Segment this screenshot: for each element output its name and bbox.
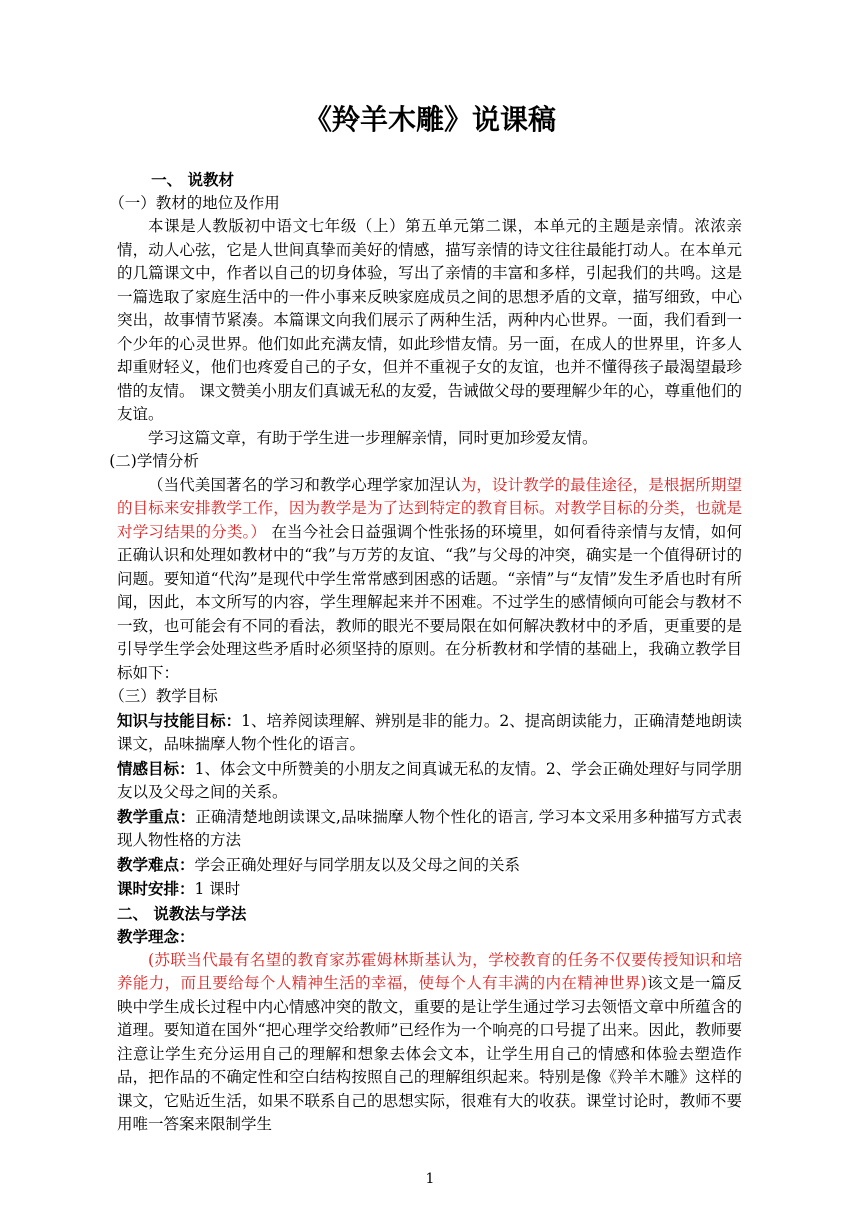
class-hours-label: 课时安排： (117, 879, 195, 898)
difficult-point (117, 853, 742, 878)
difficult-point-label: 教学难点： (117, 854, 195, 874)
goal-emotion-text: 1、体会文中所赞美的小朋友之间真诚无私的友情。2、学会正确处理好与同学朋友以及父母之间的关系。 (117, 759, 742, 801)
paragraph-learner-analysis (117, 474, 742, 686)
key-point-label: 教学重点： (117, 806, 196, 826)
highlighted-quote-2: (苏联当代最有名望的教育家苏霍姆林斯基认为，学校教育的任务不仅要传授知识和培养能力，而且要给每个人精神生活的幸福，使每个人有丰满的内在精神世界) (117, 950, 742, 992)
subheading-position: （一）教材的地位及作用 (109, 193, 280, 212)
section-heading-2: 二、 说教法与学法 (117, 903, 247, 923)
key-point-text: 正确清楚地朗读课文,品味揣摩人物个性化的语言, 学习本文采用多种描写方式表现人物性格的方法 (117, 807, 742, 849)
subheading-goals: （三）教学目标 (109, 687, 218, 705)
highlighted-quote: 为，设计教学的最佳途径，是根据所期望的目标来安排教学工作，因为教学是为了达到特定的教育目标。对教学目标的分类，也就是对学习结果的分类。） (117, 475, 742, 541)
teaching-concept-label: 教学理念： (117, 927, 195, 946)
paragraph-purpose: 学习这篇文章，有助于学生进一步理解亲情，同时更加珍爱友情。 (148, 428, 598, 447)
goal-knowledge-text: 1、培养阅读理解、辨别是非的能力。2、提高朗读能力，正确清楚地朗读课文，品味揣摩人物个性化的语言。 (117, 711, 742, 753)
goal-knowledge-label: 知识与技能目标： (117, 710, 242, 730)
goal-knowledge (117, 709, 742, 757)
class-hours-text: 1 课时 (194, 880, 241, 898)
section-heading-1: 一、 说教材 (151, 170, 234, 189)
page-number: 1 (425, 1171, 435, 1187)
document-title: 《羚羊木雕》说课稿 (303, 103, 556, 136)
class-hours (117, 877, 742, 902)
document-body (109, 168, 742, 1137)
goal-emotion (117, 757, 742, 805)
paragraph-position: 本课是人教版初中语文七年级（上）第五单元第二课，本单元的主题是亲情。浓浓亲情，动人心弦，它是人世间真挚而美好的情感，描写亲情的诗文往往最能打动人。在本单元的几篇课文中，作者以自己的切身体验，写出了亲情的丰富和多样，引起我们的共鸣。这是一篇选取了家庭生活中的一件小事来反映家庭成员之间的思想矛盾的文章，描写细致，中心突出，故事情节紧凑。本篇课文向我们展示了两种生活，两种内心世界。一面，我们看到一个少年的心灵世界。他们如此充满友情，如此珍惜友情。另一面，在成人的世界里，许多人却重财轻义，他们也疼爱自己的子女，但并不重视子女的友谊，也并不懂得孩子最渴望最珍惜的友情。 课文赞美小朋友们真诚无私的友爱，告诫做父母的要理解少年的心，尊重他们的友谊。 (117, 217, 742, 423)
concept-text: 该文是一篇反映中学生成长过程中内心情感冲突的散文，重要的是让学生通过学习去领悟文章中所蕴含的道理。要知道在国外“把心理学交给教师”已经作为一个响亮的口号提了出来。因此，教师要注意让学生充分运用自己的理解和想象去体会文本，让学生用自己的情感和体验去塑造作品，把作品的不确定性和空白结构按照自己的理解组织起来。特别是像《羚羊木雕》这样的课文，它贴近生活，如果不联系自己的思想实际，很难有大的收获。课堂讨论时，教师不要用唯一答案来限制学生 (117, 974, 742, 1133)
quote-lead: （当代美国著名的学习和教学心理学家加涅认 (148, 475, 461, 494)
key-point (117, 805, 742, 853)
goal-emotion-label: 情感目标： (117, 758, 195, 778)
subheading-learner-analysis: (二)学情分析 (109, 452, 199, 470)
analysis-text: 在当今社会日益强调个性张扬的环境里，如何看待亲情与友情，如何正确认识和处理如教材中的“我”与万芳的友谊、“我”与父母的冲突，确实是一个值得研讨的问题。要知道“代沟”是现代中学生常常感到困惑的话题。“亲情”与“友情”发生矛盾也时有所闻，因此，本文所写的内容，学生理解起来并不困难。不过学生的感情倾向可能会与教材不一致，也可能会有不同的看法，教师的眼光不要局限在如何解决教材中的矛盾，更重要的是引导学生学会处理这些矛盾时必须坚持的原则。在分析教材和学情的基础上，我确立教学目标如下： (117, 522, 742, 682)
difficult-point-text: 学会正确处理好与同学朋友以及父母之间的关系 (194, 855, 521, 874)
paragraph-teaching-concept (117, 949, 742, 1137)
